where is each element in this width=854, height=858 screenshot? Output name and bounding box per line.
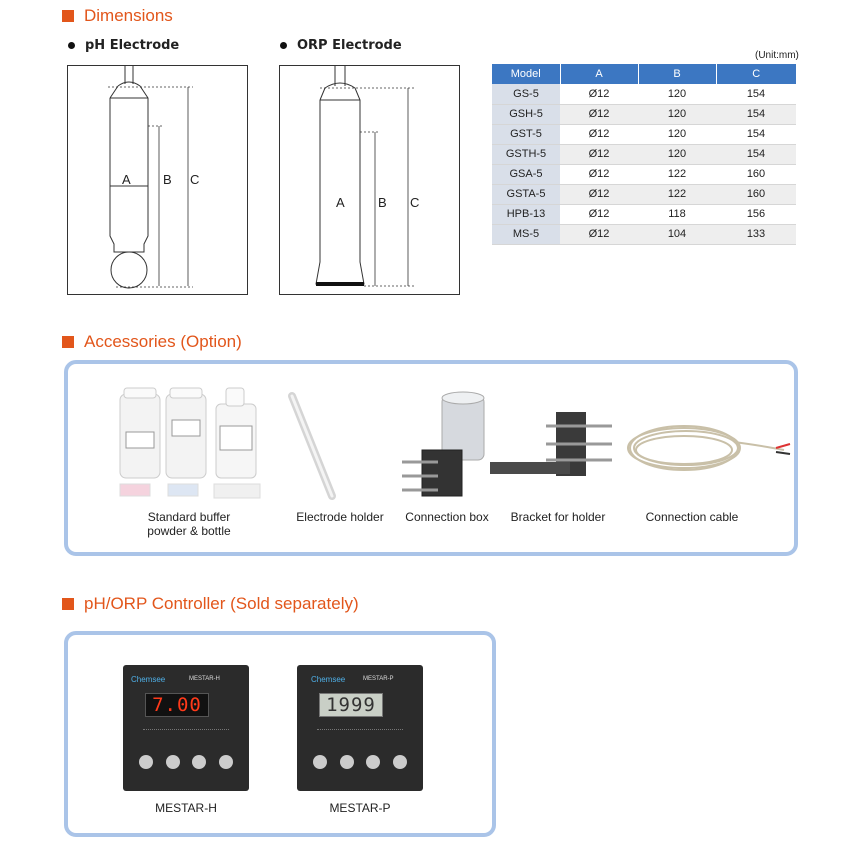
accessory-caption-buffer [124,510,254,538]
table-cell: 118 [638,204,716,224]
ph-dim-c-label: C [190,172,200,187]
buffer-caption-line-2: powder & bottle [147,524,231,538]
table-cell: 122 [638,184,716,204]
table-cell: 120 [638,124,716,144]
mode-button[interactable] [139,755,153,769]
table-cell: 160 [716,164,796,184]
table-cell: 120 [638,84,716,104]
table-cell: Ø12 [560,104,638,124]
table-cell: HPB-13 [492,204,560,224]
table-cell: GSTH-5 [492,144,560,164]
connection-box-image [398,388,493,500]
orp-electrode-heading [280,38,402,53]
lcd-display: 1999 [319,693,383,717]
table-cell: 154 [716,144,796,164]
section-title-controller [62,594,359,614]
table-cell: 104 [638,224,716,244]
table-cell: 154 [716,104,796,124]
bullet-icon [68,42,75,49]
bullet-icon [280,42,287,49]
col-header-model: Model [492,64,560,84]
bracket-image [486,404,616,488]
accessory-caption-cable: Connection cable [645,510,739,524]
enter-button[interactable] [219,755,233,769]
table-cell: Ø12 [560,204,638,224]
orp-electrode-diagram [279,65,460,295]
table-row [492,84,796,104]
table-cell: Ø12 [560,144,638,164]
up-button[interactable] [166,755,180,769]
mestar-h-device [123,665,249,791]
section-title-text: pH/ORP Controller (Sold separately) [84,594,359,613]
indicator-row [143,729,229,741]
table-cell: GSTA-5 [492,184,560,204]
panel-model-label: MESTAR-H [189,676,220,682]
table-cell: Ø12 [560,84,638,104]
connection-cable-image [624,420,792,480]
orp-dim-c-label: C [410,195,420,210]
table-cell: 120 [638,144,716,164]
orp-dim-b-label: B [378,195,387,210]
table-row [492,164,796,184]
table-cell: 160 [716,184,796,204]
accessories-panel [64,360,798,556]
col-header-c: C [716,64,796,84]
table-cell: Ø12 [560,224,638,244]
table-row [492,204,796,224]
section-marker-icon [62,336,74,348]
accessory-caption-bracket: Bracket for holder [510,510,606,524]
section-marker-icon [62,10,74,22]
buffer-caption-line-1: Standard buffer [147,510,231,524]
table-cell: 154 [716,84,796,104]
table-row [492,224,796,244]
ph-dim-a-label: A [122,172,131,187]
ph-electrode-drawing [68,66,249,296]
mestar-p-device [297,665,423,791]
section-title-text: Accessories (Option) [84,332,242,351]
col-header-a: A [560,64,638,84]
table-cell: Ø12 [560,164,638,184]
enter-button[interactable] [393,755,407,769]
section-title-accessories [62,332,242,352]
orp-dim-a-label: A [336,195,345,210]
table-row [492,144,796,164]
table-body [492,84,796,244]
table-cell: GST-5 [492,124,560,144]
table-cell: 120 [638,104,716,124]
button-row [313,755,407,769]
table-cell: MS-5 [492,224,560,244]
orp-electrode-drawing [280,66,461,296]
controller-caption-mestar-h: MESTAR-H [155,801,217,815]
mode-button[interactable] [313,755,327,769]
ph-electrode-diagram [67,65,248,295]
table-cell: 133 [716,224,796,244]
buffer-bottles-image [116,384,276,504]
table-cell: GS-5 [492,84,560,104]
accessory-caption-holder: Electrode holder [296,510,384,524]
panel-model-label: MESTAR-P [363,676,394,682]
down-button[interactable] [366,755,380,769]
table-cell: Ø12 [560,184,638,204]
col-header-b: B [638,64,716,84]
unit-label: (Unit:mm) [755,50,799,61]
table-cell: GSH-5 [492,104,560,124]
dimensions-table [492,64,796,245]
button-row [139,755,233,769]
accessory-caption-box: Connection box [405,510,489,524]
brand-logo: Chemsee [311,675,346,684]
table-cell: 156 [716,204,796,224]
table-row [492,124,796,144]
electrode-holder-image [282,388,342,508]
table-header-row [492,64,796,84]
controller-panel [64,631,496,837]
section-title-dimensions [62,6,173,26]
down-button[interactable] [192,755,206,769]
table-cell: Ø12 [560,124,638,144]
table-cell: 122 [638,164,716,184]
ph-electrode-heading [68,38,179,53]
table-cell: GSA-5 [492,164,560,184]
ph-dim-b-label: B [163,172,172,187]
section-title-text: Dimensions [84,6,173,25]
table-row [492,184,796,204]
table-row [492,104,796,124]
controller-caption-mestar-p: MESTAR-P [329,801,391,815]
up-button[interactable] [340,755,354,769]
led-display: 7.00 [145,693,209,717]
brand-logo: Chemsee [131,675,166,684]
ph-electrode-label: pH Electrode [85,38,180,53]
indicator-row [317,729,403,741]
orp-electrode-label: ORP Electrode [297,38,402,53]
table-cell: 154 [716,124,796,144]
section-marker-icon [62,598,74,610]
